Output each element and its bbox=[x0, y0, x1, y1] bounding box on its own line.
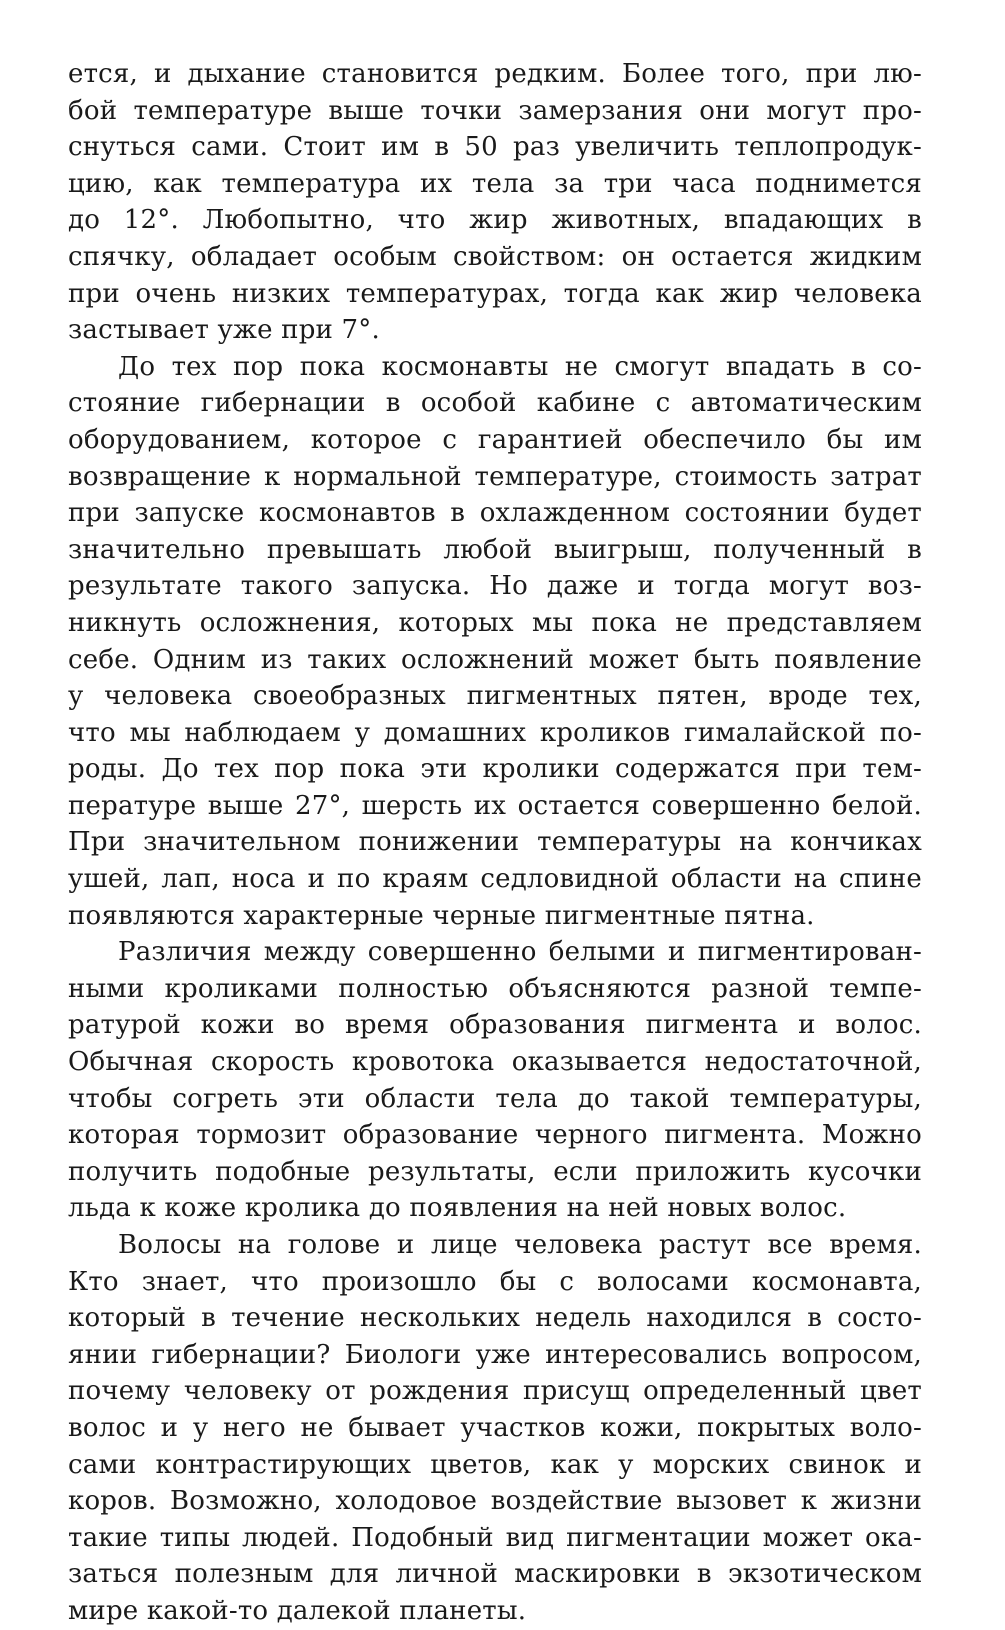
text-line: стояние гибернации в особой кабине с автоматическим bbox=[68, 388, 922, 419]
text-line: волос и у него не бывает участков кожи, покрытых воло- bbox=[68, 1412, 922, 1443]
text-line: который в течение нескольких недель находился в состо- bbox=[68, 1303, 922, 1334]
text-line: оборудованием, которое с гарантией обеспечило бы им bbox=[68, 424, 922, 455]
text-line: янии гибернации? Биологи уже интересовались вопросом, bbox=[68, 1339, 922, 1370]
text-line: ушей, лап, носа и по краям седловидной области на спине bbox=[68, 864, 922, 895]
paragraph bbox=[68, 1227, 922, 1630]
text-line: ными кроликами полностью объясняются разной темпе- bbox=[68, 973, 922, 1004]
text-line: у человека своеобразных пигментных пятен, вроде тех, bbox=[68, 681, 922, 712]
text-line: что мы наблюдаем у домашних кроликов гималайской по- bbox=[68, 717, 922, 748]
text-line: снуться сами. Стоит им в 50 раз увеличить теплопродук- bbox=[68, 132, 922, 163]
text-line: Различия между совершенно белыми и пигментирован- bbox=[118, 937, 922, 968]
text-line: Кто знает, что произошло бы с волосами космонавта, bbox=[68, 1266, 922, 1297]
text-line: ется, и дыхание становится редким. Более того, при лю- bbox=[68, 59, 922, 89]
paragraph bbox=[68, 349, 922, 935]
document-page bbox=[68, 56, 922, 1630]
text-line: До тех пор пока космонавты не смогут впадать в со- bbox=[118, 351, 922, 382]
text-line: такие типы людей. Подобный вид пигментации может ока- bbox=[68, 1522, 922, 1553]
text-line: себе. Одним из таких осложнений может быть появление bbox=[68, 644, 922, 675]
text-line: Волосы на голове и лице человека растут все время. bbox=[118, 1230, 922, 1260]
text-line: результате такого запуска. Но даже и тогда могут воз- bbox=[68, 571, 922, 602]
text-line: спячку, обладает особым свойством: он остается жидким bbox=[68, 241, 922, 272]
text-line: роды. До тех пор пока эти кролики содержатся при тем- bbox=[68, 754, 922, 785]
text-line: коров. Возможно, холодовое воздействие вызовет к жизни bbox=[68, 1486, 922, 1517]
text-line: значительно превышать любой выигрыш, полученный в bbox=[68, 534, 922, 565]
text-line: при очень низких температурах, тогда как жир человека bbox=[68, 278, 922, 309]
text-line: при запуске космонавтов в охлажденном состоянии будет bbox=[68, 498, 922, 529]
text-line: сами контрастирующих цветов, как у морских свинок и bbox=[68, 1449, 922, 1480]
paragraph bbox=[68, 56, 922, 349]
text-line: застывает уже при 7°. bbox=[68, 315, 380, 346]
text-line: которая тормозит образование черного пигмента. Можно bbox=[68, 1120, 922, 1151]
text-line: льда к коже кролика до появления на ней новых волос. bbox=[68, 1193, 847, 1224]
text-line: мире какой-то далекой планеты. bbox=[68, 1595, 527, 1626]
text-line: заться полезным для личной маскировки в экзотическом bbox=[68, 1559, 922, 1590]
text-line: При значительном понижении температуры на кончиках bbox=[68, 827, 922, 858]
paragraph bbox=[68, 934, 922, 1227]
text-line: бой температуре выше точки замерзания они могут про- bbox=[68, 95, 922, 126]
text-line: появляются характерные черные пигментные пятна. bbox=[68, 900, 815, 931]
text-line: никнуть осложнения, которых мы пока не представляем bbox=[68, 607, 922, 638]
text-line: до 12°. Любопытно, что жир животных, впадающих в bbox=[68, 205, 922, 236]
text-line: получить подобные результаты, если приложить кусочки bbox=[68, 1156, 922, 1187]
text-line: цию, как температура их тела за три часа поднимется bbox=[68, 168, 922, 199]
text-line: ратурой кожи во время образования пигмента и волос. bbox=[68, 1010, 922, 1041]
text-line: возвращение к нормальной температуре, стоимость затрат bbox=[68, 461, 922, 492]
text-line: Обычная скорость кровотока оказывается недостаточной, bbox=[68, 1047, 922, 1078]
text-line: чтобы согреть эти области тела до такой температуры, bbox=[68, 1083, 922, 1114]
text-line: пературе выше 27°, шерсть их остается совершенно белой. bbox=[68, 790, 922, 821]
text-line: почему человеку от рождения присущ определенный цвет bbox=[68, 1376, 922, 1407]
